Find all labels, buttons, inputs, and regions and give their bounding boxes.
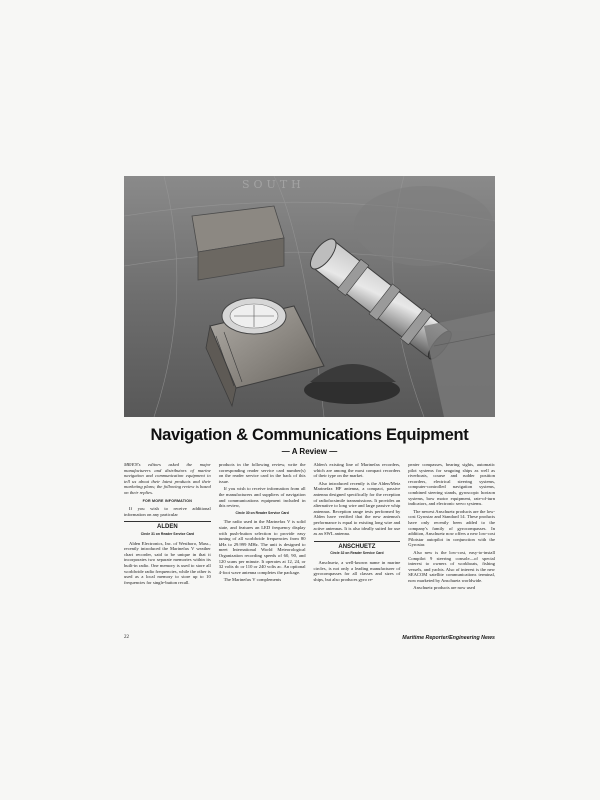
column-2	[219, 462, 306, 632]
page-footer	[124, 635, 495, 645]
paragraph: The newest Anschuetz products are the low-cost Gyrostar and Standard 14. These products have only recently been added to the company's family of gyrocompasses. In addition, Anschuetz now offers a new low-cost Pilotstar autopilot in conjunction with the Gyrostar.	[408, 508, 495, 548]
paragraph: The radio used in the Marinefax V is solid state, and features an LED frequency display with push-button selection to provide easy tuning of all worldwide frequencies from 80 kHz to 29.999 MHz. The unit is designed to meet International World Meteorological Organization recording speeds of 60, 90, and 120 scans per minute. It operates at 12, 24, or 32 volts dc or 110 or 240 volts ac. An optional 4-foot wave antenna completes the package.	[218, 519, 306, 575]
column-1	[124, 462, 211, 632]
section-divider	[124, 521, 211, 522]
section-divider	[314, 541, 401, 542]
magazine-name: Maritime Reporter/Engineering News	[402, 635, 495, 641]
reader-service-note: Circle 32 on Reader Service Card	[330, 551, 384, 556]
reader-service-note: Circle 31 on Reader Service Card	[140, 531, 195, 536]
paragraph: The Marinefax V complements	[223, 577, 282, 583]
info-paragraph: If you wish to receive additional information on any particular	[124, 506, 211, 517]
info-label: FOR MORE INFORMATION	[142, 498, 193, 503]
column-4	[408, 462, 495, 632]
page-number: 22	[124, 635, 129, 640]
reader-service-note: Circle 30 on Reader Service Card	[235, 510, 289, 515]
section-title-alden: ALDEN	[157, 524, 178, 531]
article-headline: Navigation & Communications Equipment	[150, 426, 469, 444]
section-title-anschuetz: ANSCHUETZ	[338, 543, 376, 550]
navigation-instruments-photo	[124, 176, 495, 417]
paragraph: products in the following review, write the corresponding reader service card number(s) on the reader service card in the back of this issue.	[218, 462, 306, 484]
alden-paragraph: Alden Electronics, Inc. of Westboro, Mass., recently introduced the Marinefax V weather chart recorder, said to be unique in that it incorporates two separate memories within its built-in radio. One memory is used to store all worldwide radio frequencies, while the other is used as a local memory to store up to 10 frequencies for single-button recall.	[124, 540, 211, 585]
paragraph: Anschuetz, a well-known name in marine circles, is not only a leading manufacturer of gyrocompasses for all classes and sizes of ships, but also produces gyro re-	[313, 559, 401, 582]
intro-paragraph: MR/EN's editors asked the major manufacturers and distributors of marine navigation and communication equipment to tell us about their latest products and their marketing plans; the following review is based on their replies.	[124, 462, 211, 495]
paragraph: Anschuetz products are now used	[413, 585, 475, 591]
photo-illustration	[124, 176, 495, 417]
paragraph: Also new is the low-cost, easy-to-install Compilot 9 steering console—of special interest to owners of workboats, fishing vessels, and yachts. Also of interest is the new SEACOM satellite communications terminal, now marketed by Anschuetz worldwide.	[408, 549, 495, 583]
column-3	[314, 462, 401, 632]
paragraph: If you wish to receive information from all the manufacturers and suppliers of navigation and communications equipment included in this review,	[218, 486, 306, 509]
paragraph: peater compasses, bearing sights, automatic pilot systems for seagoing ships as well as riverboats, course and rudder position recorders, electrical steering systems, computer-controlled navigation systems, combined steering stands, gyroscopic horizon systems, bow motor equipment, rate-of-turn indicators, and electronic servo systems.	[408, 462, 495, 507]
map-lettering: SOUTH	[242, 178, 305, 191]
article-subhead: — A Review —	[281, 447, 338, 456]
magazine-page	[110, 176, 495, 648]
paragraph: Also introduced recently is the Alden/Metz Marinefax HF antenna, a compact, passive antenna designed specifically for the reception of radiofacsimile transmissions. It provides an alternative to long wire and large passive whip antennas. Reception range tests performed by Alden have verified that the new antenna's performance is equal to existing long wire and active antennas. It is also ideally suited for use as an SWL antenna.	[313, 480, 401, 537]
article-body	[124, 462, 495, 632]
paragraph: Alden's existing line of Marinefax recorders, which are among the most compact recorders of their type on the market.	[313, 462, 401, 479]
